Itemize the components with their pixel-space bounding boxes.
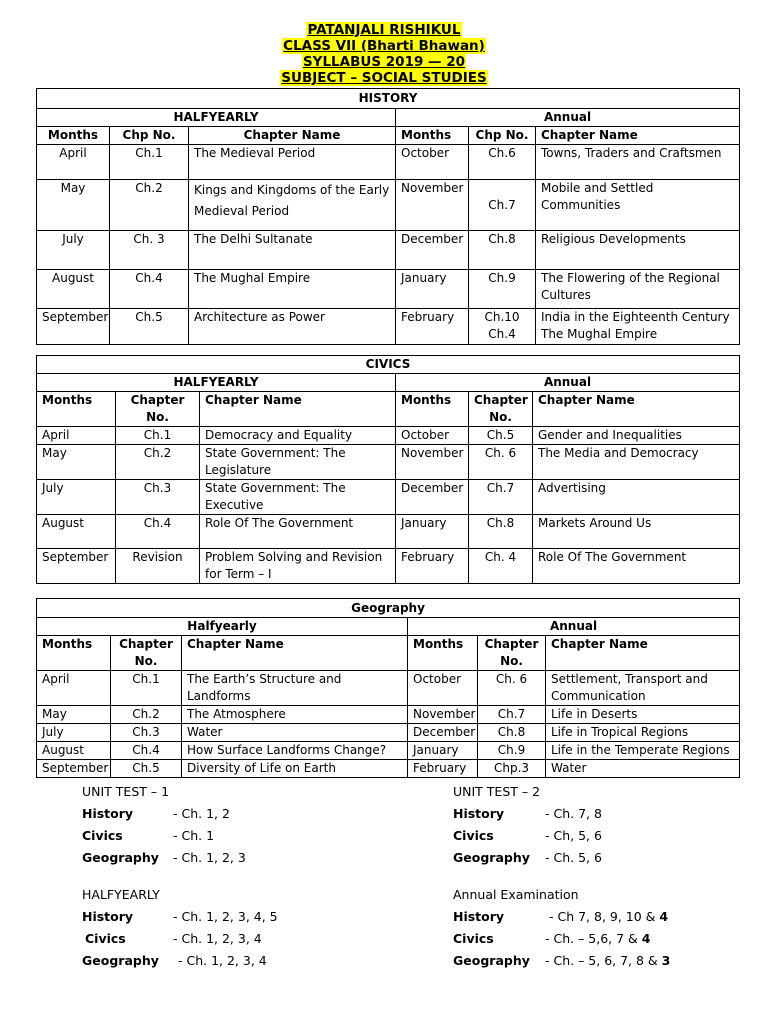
unit-test-2-heading: UNIT TEST – 2 (453, 784, 541, 799)
table-header-row (37, 636, 740, 671)
chapter-no-line: Ch.4 (488, 327, 516, 341)
unit-test-1-heading: UNIT TEST – 1 (82, 784, 170, 799)
chapter-no-cell: Ch.7 (478, 706, 546, 724)
month-cell: January (396, 515, 469, 549)
chapters-value (545, 953, 670, 968)
column-header: Chapter No. (478, 636, 546, 671)
month-cell: January (396, 270, 469, 309)
table-row (37, 445, 740, 480)
chapter-name-cell: Democracy and Equality (200, 427, 396, 445)
geography-title: Geography (37, 599, 740, 618)
chapters-value: - Ch. 5, 6 (545, 850, 602, 865)
column-header: Months (396, 392, 469, 427)
unit-test-2-item (453, 806, 733, 822)
chapter-name-cell: How Surface Landforms Change? (182, 742, 408, 760)
halfyearly-item (82, 953, 382, 969)
table-header-row (37, 392, 740, 427)
school-name: PATANJALI RISHIKUL (307, 22, 461, 38)
month-cell: October (408, 671, 478, 706)
subject-label: Civics (82, 828, 123, 843)
month-cell: December (408, 724, 478, 742)
chapter-name-cell: Mobile and Settled Communities (536, 180, 740, 231)
chapter-no-cell: Ch.2 (116, 445, 200, 480)
column-header: Months (396, 127, 469, 145)
unit-test-1-item (82, 850, 382, 866)
month-cell: September (37, 549, 116, 584)
subject-label: History (453, 909, 505, 924)
chapter-no-cell: Ch.4 (116, 515, 200, 549)
civics-halfyearly-label: HALFYEARLY (37, 374, 396, 392)
month-cell: July (37, 724, 111, 742)
chapter-no-cell: Ch. 6 (469, 445, 533, 480)
history-title: HISTORY (37, 89, 740, 109)
chapter-no-cell: Ch.4 (111, 742, 182, 760)
chapter-no-cell: Ch.8 (469, 231, 536, 270)
subject-label: Geography (82, 953, 159, 968)
table-row (37, 724, 740, 742)
chapter-name-cell: The Atmosphere (182, 706, 408, 724)
chapter-no-cell: Ch.3 (111, 724, 182, 742)
chapters-text: - Ch. – 5, 6, 7, 8 & (545, 953, 658, 968)
chapter-no-cell: Ch.5 (110, 309, 189, 345)
column-header: Months (37, 127, 110, 145)
chapters-last: 4 (659, 909, 669, 924)
chapters-text: - Ch. – 5,6, 7 & (545, 931, 638, 946)
unit-test-2-item (453, 828, 733, 844)
chapters-value: - Ch. 1, 2, 3 (173, 850, 246, 865)
subject-label: Geography (453, 953, 530, 968)
table-row (37, 480, 740, 515)
history-annual-label: Annual (396, 109, 740, 127)
subject-label: Civics (453, 828, 494, 843)
month-cell: May (37, 706, 111, 724)
chapter-name-cell: Water (182, 724, 408, 742)
chapter-name-cell: Role Of The Government (200, 515, 396, 549)
chapter-name-cell: The Delhi Sultanate (189, 231, 396, 270)
geography-table (36, 598, 740, 778)
column-header: Months (37, 392, 116, 427)
chapter-no-cell: Ch.5 (111, 760, 182, 778)
chapter-name-cell: Towns, Traders and Craftsmen (536, 145, 740, 180)
column-header: Chapter Name (200, 392, 396, 427)
month-cell: December (396, 231, 469, 270)
table-row (37, 671, 740, 706)
chapter-name-cell: Water (546, 760, 740, 778)
chapters-value (545, 931, 651, 946)
annual-exam-item (453, 909, 743, 925)
chapter-no-cell: Chp.3 (478, 760, 546, 778)
chapters-value: - Ch. 1, 2, 3, 4, 5 (173, 909, 278, 924)
unit-test-1-item (82, 828, 382, 844)
table-row (37, 309, 740, 345)
month-cell: July (37, 231, 110, 270)
month-cell: December (396, 480, 469, 515)
column-header: Chapter Name (536, 127, 740, 145)
column-header: Chapter Name (546, 636, 740, 671)
table-row (37, 549, 740, 584)
column-header: Chapter No. (116, 392, 200, 427)
syllabus-year: SYLLABUS 2019 — 20 (302, 54, 466, 70)
chapter-no-cell: Ch.3 (116, 480, 200, 515)
chapters-last: 3 (661, 953, 671, 968)
civics-title: CIVICS (37, 356, 740, 374)
month-cell: January (408, 742, 478, 760)
subject-label: Civics (85, 931, 126, 946)
table-header-row (37, 127, 740, 145)
chapter-name-cell: State Government: The Legislature (200, 445, 396, 480)
chapter-no-cell: Ch.1 (116, 427, 200, 445)
month-cell: August (37, 742, 111, 760)
month-cell: February (408, 760, 478, 778)
table-row (37, 231, 740, 270)
chapter-no-cell: Ch.8 (478, 724, 546, 742)
chapter-name-cell: Life in Tropical Regions (546, 724, 740, 742)
month-cell: May (37, 180, 110, 231)
annual-exam-heading: Annual Examination (453, 887, 579, 902)
halfyearly-item (82, 909, 382, 925)
chapter-name-cell: Problem Solving and Revision for Term – I (200, 549, 396, 584)
column-header: Chp No. (469, 127, 536, 145)
chapter-name-cell: The Earth’s Structure and Landforms (182, 671, 408, 706)
unit-test-1-item (82, 806, 382, 822)
month-cell: August (37, 270, 110, 309)
subject-label: History (82, 909, 134, 924)
history-table (36, 88, 740, 345)
chapter-no-cell: Ch. 4 (469, 549, 533, 584)
chapter-name-cell: State Government: The Executive (200, 480, 396, 515)
month-cell: February (396, 549, 469, 584)
chapter-no-cell: Revision (116, 549, 200, 584)
chapter-name-cell: Settlement, Transport and Communication (546, 671, 740, 706)
subject-title: SUBJECT – SOCIAL STUDIES (281, 70, 487, 86)
chapter-name-cell (536, 309, 740, 345)
chapter-no-cell: Ch.2 (111, 706, 182, 724)
table-row (37, 180, 740, 231)
chapter-no-cell: Ch. 3 (110, 231, 189, 270)
month-cell: September (37, 760, 111, 778)
history-halfyearly-label: HALFYEARLY (37, 109, 396, 127)
column-header: Months (408, 636, 478, 671)
chapters-value: - Ch. 1, 2, 3, 4 (178, 953, 267, 968)
civics-table (36, 355, 740, 584)
chapter-no-cell: Ch.4 (110, 270, 189, 309)
geography-halfyearly-label: Halfyearly (37, 618, 408, 636)
chapters-value: - Ch, 5, 6 (545, 828, 602, 843)
subject-label: Civics (453, 931, 494, 946)
chapter-no-cell: Ch.2 (110, 180, 189, 231)
chapter-no-cell: Ch.7 (469, 480, 533, 515)
month-cell: April (37, 145, 110, 180)
month-cell: October (396, 427, 469, 445)
month-cell: November (408, 706, 478, 724)
chapter-name-cell: Architecture as Power (189, 309, 396, 345)
chapters-value: - Ch. 7, 8 (545, 806, 602, 821)
subject-label: Geography (82, 850, 159, 865)
chapter-name-cell: Markets Around Us (533, 515, 740, 549)
chapter-name-cell: Advertising (533, 480, 740, 515)
month-cell: September (37, 309, 110, 345)
month-cell: July (37, 480, 116, 515)
chapter-no-cell: Ch.8 (469, 515, 533, 549)
month-cell: May (37, 445, 116, 480)
month-cell: November (396, 445, 469, 480)
halfyearly-item (82, 931, 382, 947)
table-row (37, 760, 740, 778)
chapter-name-line: India in the Eighteenth Century (541, 310, 730, 324)
chapter-no-cell: Ch.9 (469, 270, 536, 309)
chapter-name-cell: The Media and Democracy (533, 445, 740, 480)
chapter-name-cell: The Medieval Period (189, 145, 396, 180)
month-cell: April (37, 671, 111, 706)
chapter-no-cell: Ch.6 (469, 145, 536, 180)
column-header: Months (37, 636, 111, 671)
chapter-name-cell: Life in Deserts (546, 706, 740, 724)
chapter-name-cell: Diversity of Life on Earth (182, 760, 408, 778)
subject-label: History (453, 806, 505, 821)
column-header: Chapter No. (111, 636, 182, 671)
chapter-name-cell: The Flowering of the Regional Cultures (536, 270, 740, 309)
table-row (37, 427, 740, 445)
chapter-no-cell: Ch. 6 (478, 671, 546, 706)
column-header: Chapter Name (189, 127, 396, 145)
annual-exam-item (453, 953, 743, 969)
class-name: CLASS VII (Bharti Bhawan) (283, 38, 485, 54)
chapter-name-cell: Life in the Temperate Regions (546, 742, 740, 760)
chapter-no-cell (469, 309, 536, 345)
subject-label: Geography (453, 850, 530, 865)
table-row (37, 742, 740, 760)
chapter-no-cell: Ch.1 (110, 145, 189, 180)
chapter-name-cell: The Mughal Empire (189, 270, 396, 309)
unit-test-2-item (453, 850, 733, 866)
table-row (37, 706, 740, 724)
annual-exam-item (453, 931, 743, 947)
chapters-last: 4 (641, 931, 651, 946)
chapter-name-cell: Role Of The Government (533, 549, 740, 584)
column-header: Chapter No. (469, 392, 533, 427)
month-cell: August (37, 515, 116, 549)
chapter-no-cell: Ch.1 (111, 671, 182, 706)
chapters-value: - Ch. 1, 2 (173, 806, 230, 821)
civics-annual-label: Annual (396, 374, 740, 392)
month-cell: October (396, 145, 469, 180)
chapters-text: - Ch 7, 8, 9, 10 & (549, 909, 656, 924)
chapter-name-cell: Religious Developments (536, 231, 740, 270)
chapter-no-line: Ch.10 (484, 310, 520, 324)
column-header: Chapter Name (182, 636, 408, 671)
chapter-no-cell: Ch.5 (469, 427, 533, 445)
column-header: Chapter Name (533, 392, 740, 427)
chapters-value: - Ch. 1, 2, 3, 4 (173, 931, 262, 946)
column-header: Chp No. (110, 127, 189, 145)
month-cell: November (396, 180, 469, 231)
month-cell: February (396, 309, 469, 345)
table-row (37, 270, 740, 309)
table-row (37, 515, 740, 549)
halfyearly-heading: HALFYEARLY (82, 887, 160, 902)
chapter-name-cell: Kings and Kingdoms of the Early Medieval Period (189, 180, 396, 231)
geography-annual-label: Annual (408, 618, 740, 636)
month-cell: April (37, 427, 116, 445)
chapters-value (549, 909, 668, 924)
subject-label: History (82, 806, 134, 821)
chapter-no-cell: Ch.9 (478, 742, 546, 760)
chapter-name-line: The Mughal Empire (541, 327, 658, 341)
chapter-no-cell: Ch.7 (469, 180, 536, 231)
chapters-value: - Ch. 1 (173, 828, 215, 843)
table-row (37, 145, 740, 180)
chapter-name-cell: Gender and Inequalities (533, 427, 740, 445)
